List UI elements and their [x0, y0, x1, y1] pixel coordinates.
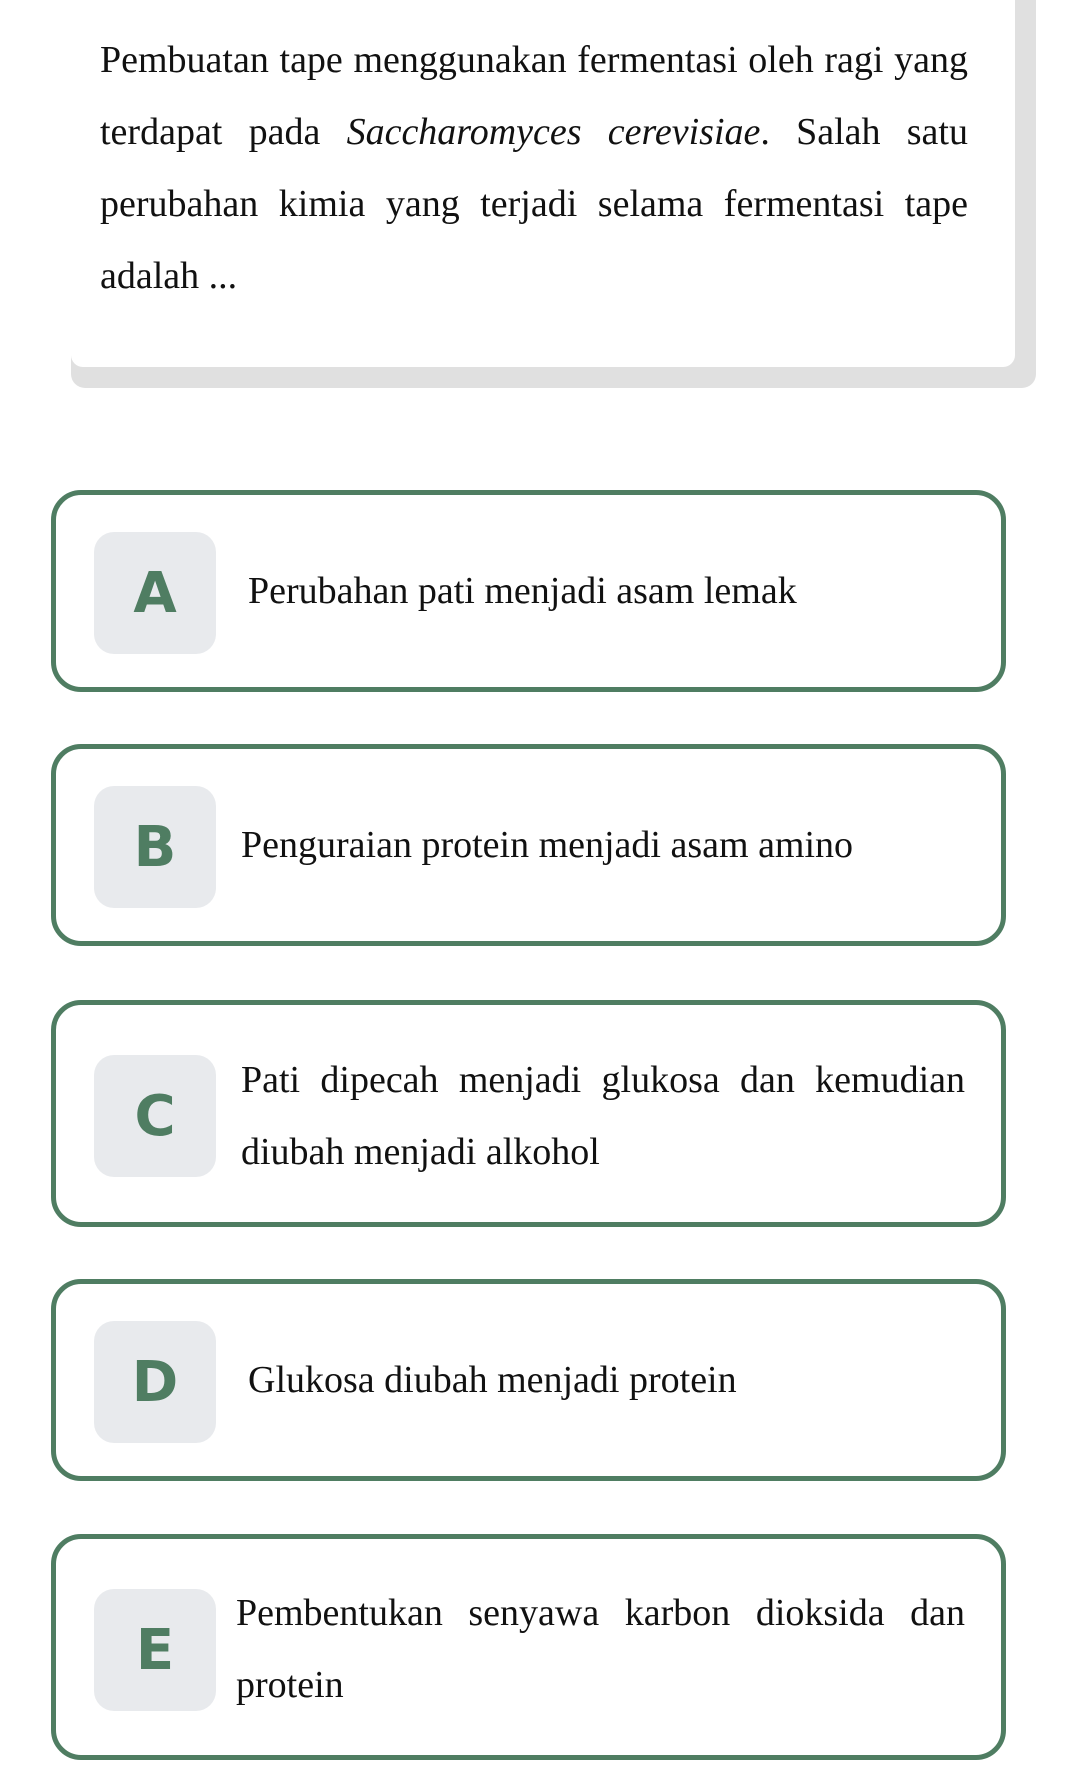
- option-e[interactable]: [51, 1534, 1006, 1760]
- question-text-part1: Pembuatan tape menggunakan fermentasi oleh ragi yang terdapat pada: [100, 39, 968, 153]
- option-text: Penguraian protein menjadi asam amino: [241, 824, 854, 866]
- option-letter-badge: E: [94, 1589, 216, 1711]
- option-letter-badge: B: [94, 786, 216, 908]
- option-b[interactable]: [51, 744, 1006, 946]
- question-species-name: Saccharomyces cerevisiae: [346, 111, 761, 153]
- question-card: [71, 0, 1015, 367]
- question-text-part2: . Salah satu perubahan kimia yang terjadi selama fermentasi tape adalah ...: [100, 111, 968, 297]
- option-text: Pembentukan senyawa karbon dioksida dan protein: [236, 1592, 965, 1706]
- option-c[interactable]: [51, 1000, 1006, 1227]
- option-d[interactable]: [51, 1279, 1006, 1481]
- option-text: Glukosa diubah menjadi protein: [248, 1359, 737, 1401]
- question-text: [100, 24, 968, 312]
- option-text: Pati dipecah menjadi glukosa dan kemudian diubah menjadi alkohol: [241, 1059, 965, 1173]
- option-letter-badge: C: [94, 1055, 216, 1177]
- option-text: Perubahan pati menjadi asam lemak: [248, 570, 797, 612]
- option-letter-badge: D: [94, 1321, 216, 1443]
- option-a[interactable]: [51, 490, 1006, 692]
- option-letter-badge: A: [94, 532, 216, 654]
